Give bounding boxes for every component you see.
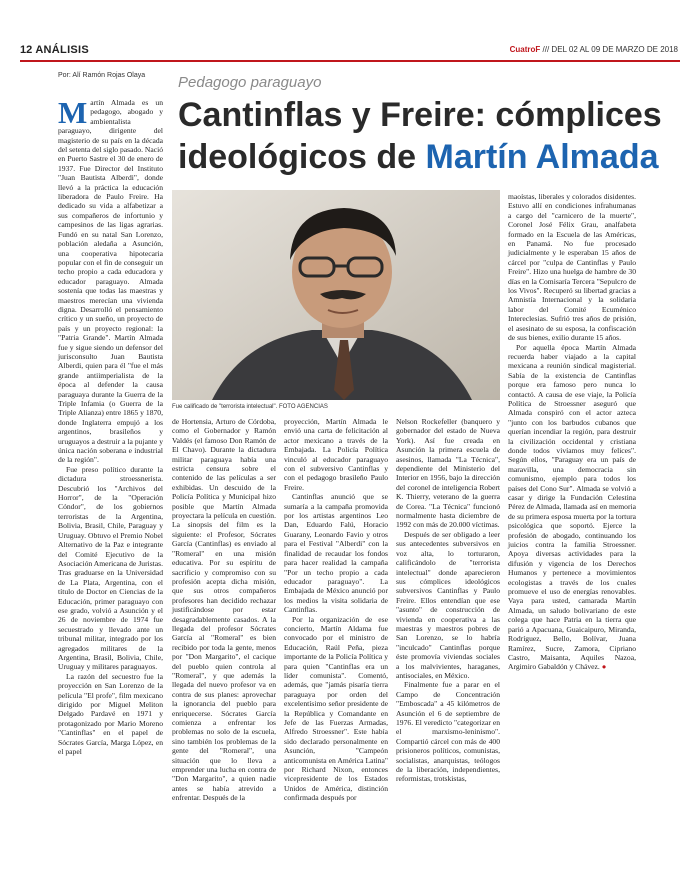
issue-date: /// DEL 02 AL 09 DE MARZO DE 2018 xyxy=(542,45,678,54)
paragraph xyxy=(508,343,636,672)
page-number: 12 xyxy=(20,44,33,56)
paragraph: La razón del secuestro fue la proyección en San Lorenzo de la película "El profe", film mexicano dirigido por Miguel Meliton Delgado Pardavé en 1971 y protagonizado por Mario Moreno "Cantinflas" en el papel de Sócrates García, Marga López, en el papel xyxy=(58,671,163,757)
end-mark: ● xyxy=(601,662,607,672)
paragraph: Nelson Rockefeller (banquero y gobernador del estado de Nueva York). Así fue creada en Asunción la primera escuela de asesinos, llamada "La Técnica", dependiente del Ministerio del Interior en 1956, bajo la dirección del coronel de inteligencia Robert K. Thierry, veterano de la guerra de Corea. "La Técnica" funcionó normalmente hasta diciembre de 1992 con más de 20.000 víctimas. xyxy=(396,417,500,530)
paragraph: Después de ser obligado a leer sus antecedentes subversivos en voz alta, lo torturaron, calificándolo de "terrorista intelectual" donde aparecieron sus cómplices ideológicos subversivos Cantinflas y Paulo Freire. Ellos entendían que ese "asunto" de construcción de vivienda en cooperativa a las maestras y maestros pobres de San Lorenzo, se lo habría "inculcado" Cantinflas porque éste promovía viviendas sociales a los malvivientes, haraganes, antisociales, en México. xyxy=(396,529,500,680)
title-highlight: Martín Almada xyxy=(425,138,659,176)
paragraph: de Hortensia, Arturo de Córdoba, como el Gobernador y Ramón Valdés (el famoso Don Ramón de El Chavo). Durante la dictadura militar paraguaya había una estricta censura sobre el contenido de las películas a ser exhibidas. Un descuido de la Policía Política y Municipal hizo posible que Martín Almada proyectara la película en cuestión. La sinopsis del film es la siguiente: el Profesor, Sócrates García (Cantinflas) es enviado al "Romeral" en una misión educativa. Por su espíritu de sacrificio y compromiso con su profesión acepta dicha misión, que sus otros compañeros profesores han decidido rechazar justificándose por estar desagradablemente casados. A la llegada del profesor Sócrates García al "Romeral" es bien recibido por toda la gente, menos por "Don Margarito", el cacique del pueblo quien controla al "Romeral", y que además la llegada del nuevo profesor va en contra de sus planes: aprovechar la ignorancia del pueblo para enriquecerse. Sócrates García comienza a enfrentar los problemas no solo de la escuela, sino también los problemas de la gente del "Romeral", una situación que lo lleva a emprender una lucha en contra de "Don Margarito", a quien nadie antes se había atrevido a enfrentar. Después de la xyxy=(172,417,276,803)
article-column-1 xyxy=(58,95,164,757)
paragraph: Por la organización de ese concierto, Martín Aldama fue convocado por el ministro de Educación, Raúl Peña, pieza importante de la Policía Política y para quien "Cantinflas era un líder comunista". Comentó, además, que "jamás pisaría tierra paraguaya por orden del excelentísimo señor presidente de la República y Comandante en Jefe de las Fuerzas Armadas, Alfredo Stroessner". Este había sido declarado personalmente en Asunción, "Campeón anticomunista en América Latina" por Richard Nixon, entonces vicepresidente de los Estados Unidos de América, distinción confirmada después por xyxy=(284,614,388,803)
paragraph: Fue preso político durante la dictadura stroessnerista. Descubrió los "Archivos del Horror", de la "Operación Cóndor", de los gobiernos terroristas de la Argentina, Bolivia, Brasil, Chile, Paraguay y Uruguay. Obtuvo el Premio Nobel Alternativo de la Paz e integrante del Comité Ejecutivo de la Asociación Americana de Juristas. Tras graduarse en la Universidad de La Plata, Argentina, con el título de Doctor en Ciencias de la Educación, primer paraguayo con ese grado, volvió a Asunción y el 26 de noviembre de 1974 fue secuestrado y llevado ante un tribunal militar, integrado por los agregados militares de la Argentina, Brasil, Bolivia, Chile, Uruguay y militares paraguayos. xyxy=(58,464,163,672)
drop-cap: M xyxy=(58,95,88,130)
page-number-section xyxy=(20,44,89,56)
portrait-illustration xyxy=(172,190,500,400)
article-column-5 xyxy=(508,192,636,672)
title-main: Cantinflas y Freire: cómplices ideológicos de xyxy=(178,96,662,176)
paragraph-text: Por aquella época Martín Almada recuerda haber viajado a la capital mexicana a reunión sindical magisterial. Sabía de la existencia de Cantinflas porque era famoso pero nunca lo contactó. A causa de ese viaje, la Policía Política de Stroessner aseguró que Almada conspiró con el actor azteca "junto con los barbudos cubanos que querían incendiar la región, para destruir la civilización occidental y cristiana donde todos vivíamos muy felices". Según ellos, "Paraguay era un país de maravilla, una democracia sin comunismo, ejemplo para todos los países del Cono Sur". Almada se volvió a casar y dirige la Fundación Celestina Pérez de Almada, llamada así en memoria de su primera esposa muerta por la tortura psicológica que soportó. Ejerce la profesión de abogado, continuando los juicios contra la familia Stroessner. Apoya diversas actividades para la difusión y vigencia de los Derechos Humanos y pertenece a movimientos ecologistas a través de los cuales promueve el uso de energías renovables. Vaya para usted, camarada Martín Almada, un saludo bolivariano de este colega que hace Patria en la tierra que parió a Apacuana, Guaicaipuro, Miranda, Rodríguez, Bello, Bolívar, Juana Ramírez, Sucre, Zamora, Cipriano Castro, Maisanta, Aquiles Nazoa, Argimiro Gabaldón y Chávez. xyxy=(508,342,636,672)
page-header xyxy=(0,0,700,64)
brand-logo: CuatroF xyxy=(509,45,541,54)
article-column-2 xyxy=(172,417,276,803)
kicker: Pedagogo paraguayo xyxy=(178,74,322,91)
paragraph: Finalmente fue a parar en el Campo de Concentración "Emboscada" a 45 kilómetros de Asunción el 6 de septiembre de 1976. El veredicto "categorizar en el marxismo-leninismo". Compartió cárcel con más de 400 prisioneros políticos, comunistas, socialistas, anarquistas, teólogos de la liberación, independientes, reformistas, trotskistas, xyxy=(396,680,500,784)
paragraph: Cantinflas anunció que se sumaría a la campaña promovida por los artistas argentinos Leo Dan, Eduardo Falú, Horacio Guarany, Leonardo Favio y otros para el Festival "Alberdi" con la finalidad de recaudar los fondos para hacer realidad la campaña "Por un techo propio a cada educador paraguayo". La Embajada de México anunció por los medios la visita solidaria de Cantinflas. xyxy=(284,492,388,615)
article-column-4 xyxy=(396,417,500,784)
issue-info xyxy=(510,45,678,54)
section-name: ANÁLISIS xyxy=(35,44,90,56)
paragraph: maoístas, liberales y colorados disidentes. Estuvo allí en condiciones infrahumanas a cargo del "carnicero de la muerte", Coronel José Félix Grau, analfabeta formado en la Escuela de las Américas, en Panamá. No fue procesado judicialmente y le esperaban 15 años de cárcel por "culpa de Cantinflas y Paulo Freire". Hizo una huelga de hambre de 30 días en la Comisaría Tercera "Sepulcro de los Vivos". Recuperó su libertad gracias a Amnistía Internacional y la solidaria labor del Comité Ecuménico Intereclesias. Sufrió tres años de prisión, el asesinato de su esposa, la confiscación de sus bienes, exilio durante 15 años. xyxy=(508,192,636,343)
paragraph: proyección, Martín Almada le envió una carta de felicitación al actor mexicano a través de la Embajada. La Policía Política vinculó al educador paraguayo con el subversivo Cantinflas y con el pedagogo brasileño Paulo Freire. xyxy=(284,417,388,492)
paragraph: artín Almada es un pedagogo, abogado y ambientalista paraguayo, dirigente del magisterio de su país en la década del setenta del siglo pasado. Nació en Puerto Sastre el 30 de enero de 1937. Fue Director del Instituto "Juan Bautista Alberdi", donde llevó a la práctica la educación liberadora de Paulo Freire. Ha dedicado su vida a alfabetizar a sus compañeros de infortunio y campesinos de las ligas agrarias. Fundó en su natal San Lorenzo, población aledaña a Asunción, una cooperativa hipotecaria popular con el fin de conseguir un techo propio a cada educadora y educador paraguayo. Almada sostenía que todas las maestras y maestros merecían una vivienda digna. Desarrolló el pensamiento crítico y un sueño, un proyecto de país y un proyecto regional: la "Patria Grande". Martín Almada fue y sigue siendo un defensor del jurisconsulto Juan Bautista Alberdi, quien para él "fue el más grande antiimperialista de la época al defender la causa paraguaya durante la Guerra de la Triple Infamia (o Guerra de la Triple Alianza) entre 1865 y 1870, donde Inglaterra empujó a los argentinos, brasileños y uruguayos a destruir a la pujante y única nación soberana e industrial de la región". xyxy=(58,98,164,465)
article-column-3 xyxy=(284,417,388,803)
article-title xyxy=(178,94,678,178)
photo-caption: Fue calificado de "terrorista intelectual". FOTO AGENCIAS xyxy=(172,404,328,410)
portrait-photo xyxy=(172,190,500,400)
header-rule xyxy=(20,60,680,62)
byline: Por: Alí Ramón Rojas Olaya xyxy=(58,72,146,79)
